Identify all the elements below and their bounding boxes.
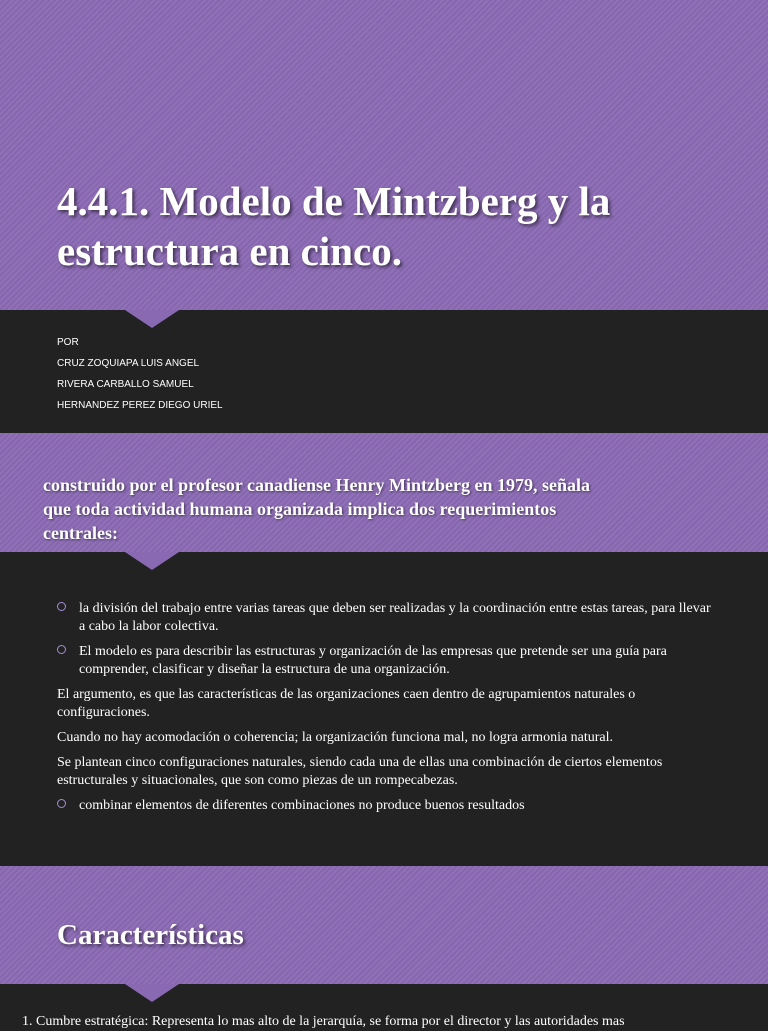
slide3-notch — [125, 984, 179, 1002]
bullet-item — [57, 797, 717, 815]
author-name: CRUZ ZOQUIAPA LUIS ANGEL — [57, 358, 200, 369]
paragraph: El argumento, es que las características de las organizaciones caen dentro de agrupamientos naturales o configuraciones. — [57, 687, 636, 720]
authors-label: POR — [57, 337, 79, 348]
paragraph: Se plantean cinco configuraciones naturales, siendo cada una de ellas una combinación de ciertos elementos estructurales y situacionales, que son como piezas de un rompecabezas. — [57, 755, 663, 788]
list-item: 1. Cumbre estratégica: Representa lo mas alto de la jerarquía, se forma por el director y las autoridades mas — [22, 1014, 625, 1029]
bullet-text: El modelo es para describir las estructuras y organización de las empresas que pretende ser una guía para comprender, clasificar y diseñar la estructura de una organización. — [79, 644, 667, 677]
slide2-content — [57, 600, 717, 822]
slide2-notch — [125, 552, 179, 570]
slide1-title-line1: 4.4.1. Modelo de Mintzberg y la — [57, 178, 611, 224]
slide2-intro — [43, 473, 663, 545]
author-name: RIVERA CARBALLO SAMUEL — [57, 379, 194, 390]
intro-line: centrales: — [43, 523, 118, 543]
slide1-title — [57, 176, 737, 276]
bullet-item — [57, 643, 717, 679]
authors-list — [57, 337, 223, 421]
circle-bullet-icon — [57, 645, 66, 654]
circle-bullet-icon — [57, 602, 66, 611]
author-name: HERNANDEZ PEREZ DIEGO URIEL — [57, 400, 223, 411]
bullet-item — [57, 600, 717, 636]
slide1-notch — [125, 310, 179, 328]
intro-line: que toda actividad humana organizada implica dos requerimientos — [43, 499, 557, 519]
slide1-title-line2: estructura en cinco. — [57, 228, 402, 274]
intro-line: construido por el profesor canadiense Henry Mintzberg en 1979, señala — [43, 475, 590, 495]
bullet-text: combinar elementos de diferentes combinaciones no produce buenos resultados — [79, 798, 525, 813]
paragraph: Cuando no hay acomodación o coherencia; la organización funciona mal, no logra armonia natural. — [57, 730, 614, 745]
bullet-text: la división del trabajo entre varias tareas que deben ser realizadas y la coordinación entre estas tareas, para llevar a cabo la labor colectiva. — [79, 601, 711, 634]
circle-bullet-icon — [57, 799, 66, 808]
slide3-title: Características — [57, 919, 244, 951]
